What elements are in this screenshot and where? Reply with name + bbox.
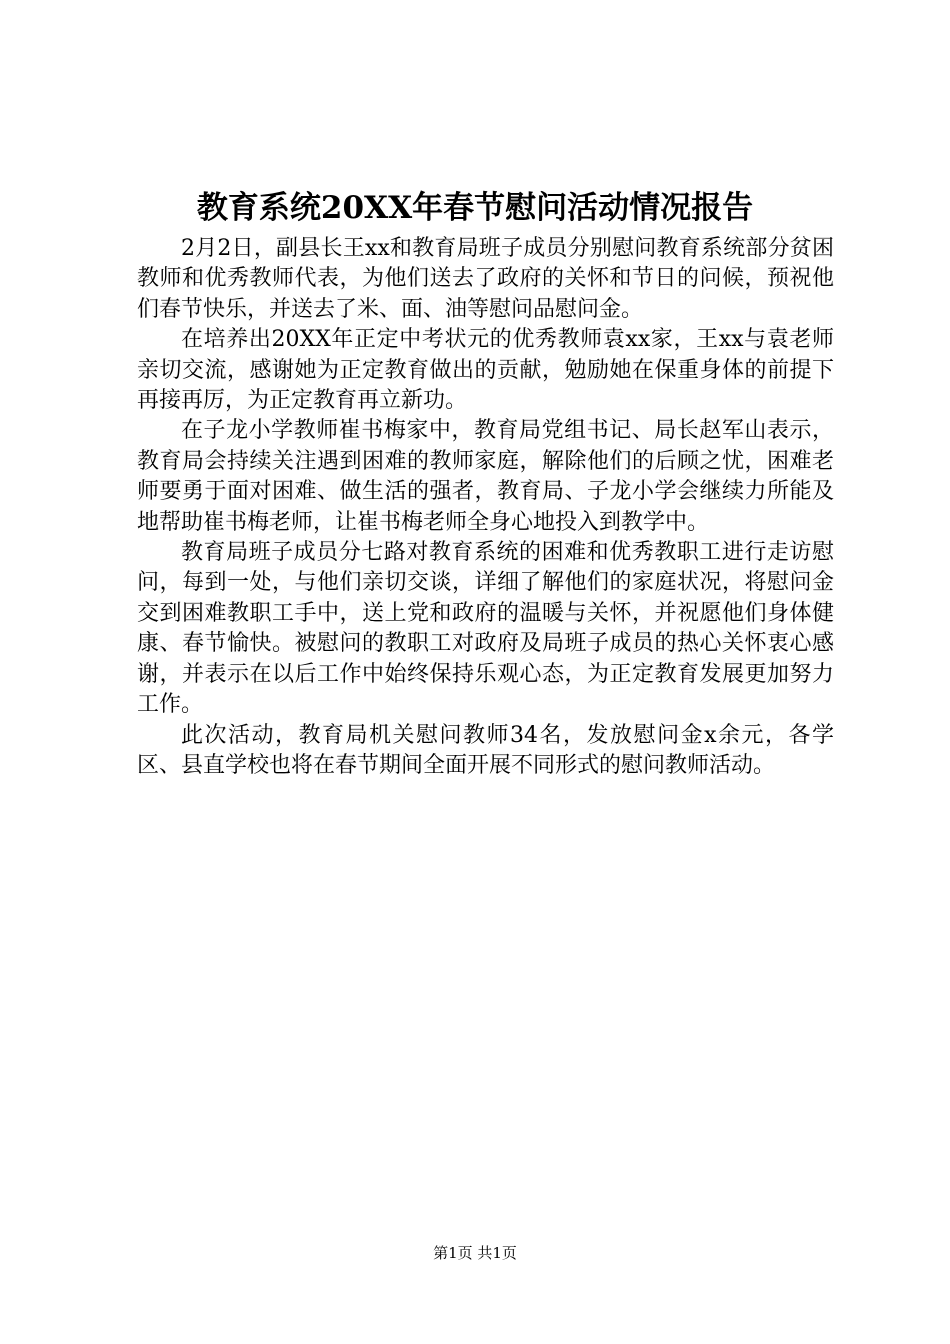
document-title: 教育系统20XX年春节慰问活动情况报告 (196, 190, 754, 226)
paragraph-4: 教育局班子成员分七路对教育系统的困难和优秀教职工进行走访慰问，每到一处，与他们亲切交谈，详细了解他们的家庭状况，将慰问金交到困难教职工手中，送上党和政府的温暖与关怀，并祝愿他们身体健康、春节愉快。被慰问的教职工对政府及局班子成员的热心关怀衷心感谢，并表示在以后工作中始终保持乐观心态，为正定教育发展更加努力工作。 (137, 540, 834, 718)
paragraph-5: 此次活动，教育局机关慰问教师34名，发放慰问金x余元，各学区、县直学校也将在春节期间全面开展不同形式的慰问教师活动。 (137, 722, 834, 778)
document-body (137, 234, 834, 781)
page-number-footer: 第1页 共1页 (433, 1244, 517, 1262)
paragraph-3: 在子龙小学教师崔书梅家中，教育局党组书记、局长赵军山表示，教育局会持续关注遇到困难的教师家庭，解除他们的后顾之忧，困难老师要勇于面对困难、做生活的强者，教育局、子龙小学会继续力所能及地帮助崔书梅老师，让崔书梅老师全身心地投入到教学中。 (137, 418, 834, 535)
paragraph-2: 在培养出20XX年正定中考状元的优秀教师袁xx家，王xx与袁老师亲切交流，感谢她为正定教育做出的贡献，勉励她在保重身体的前提下再接再厉，为正定教育再立新功。 (137, 327, 834, 414)
paragraph-1: 2月2日，副县长王xx和教育局班子成员分别慰问教育系统部分贫困教师和优秀教师代表，为他们送去了政府的关怀和节日的问候，预祝他们春节快乐，并送去了米、面、油等慰问品慰问金。 (137, 236, 834, 322)
